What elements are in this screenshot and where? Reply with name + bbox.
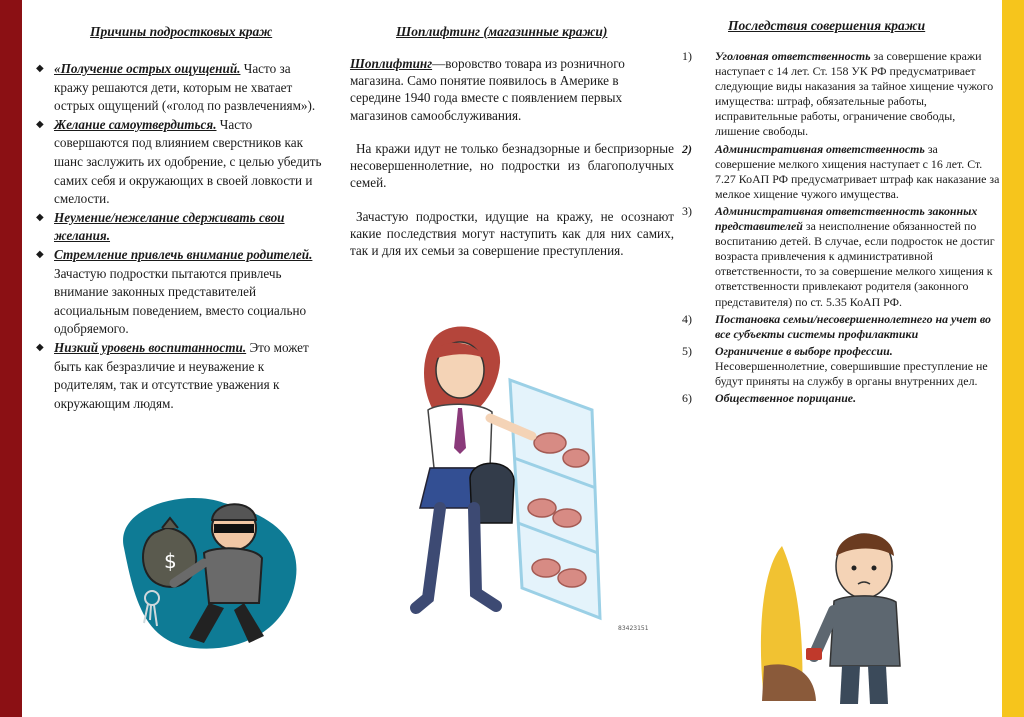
ashamed-boy-illustration: [754, 516, 974, 706]
consequences-title: Последствия совершения кражи: [728, 18, 926, 33]
column-reasons: [26, 0, 328, 717]
list-item: ◆ Неумение/нежелание сдерживать свои желания.: [36, 209, 285, 244]
column-consequences: [680, 0, 1002, 717]
diamond-bullet-icon: ◆: [36, 341, 44, 353]
reasons-list: [36, 60, 328, 413]
column-shoplifting: [342, 0, 682, 717]
list-item: 1) Уголовная ответственность за совершение кражи наступает с 14 лет. Ст. 158 УК РФ предусматривает следующие виды наказания за тайное хищение чужого имущества: штраф, обязательные работы, исправительные работы, ограничение свободы, лишение свободы.: [682, 49, 994, 139]
svg-text:$: $: [164, 549, 177, 573]
list-item: ◆ Желание самоутвердиться. Часто совершаются под влиянием сверстников как шанс заслужить их одобрение, с целью убедить самих себя и окружающих в своей ловкости и смелости.: [36, 116, 322, 207]
stock-id-label: 83423151: [618, 625, 649, 632]
right-border: [1002, 0, 1024, 717]
diamond-bullet-icon: ◆: [36, 118, 44, 130]
thief-illustration: [94, 488, 324, 658]
consequences-list: [680, 49, 1000, 406]
reasons-title: Причины подростковых краж: [90, 24, 273, 39]
shoplifting-title: Шоплифтинг (магазинные кражи): [396, 24, 608, 39]
diamond-bullet-icon: ◆: [36, 63, 44, 74]
diamond-bullet-icon: ◆: [36, 211, 44, 223]
paragraph-consequences: Зачастую подростки, идущие на кражу, не осознают какие последствия могут наступить как для них самих, так и для их семьи за совершение преступления.: [350, 209, 674, 259]
list-item: 5) Ограничение в выборе профессии. Несовершеннолетние, совершившие преступление не будут приняты на службу в органы внутренних дел.: [682, 343, 988, 388]
list-item: 4) Постановка семьи/несовершеннолетнего на учет во все субъекты системы профилактики: [682, 311, 991, 341]
list-item: 6) Общественное порицание.: [682, 391, 857, 406]
shoplifter-girl-illustration: [362, 318, 662, 634]
left-border: [0, 0, 22, 717]
list-item: 2) Административная ответственность за совершение мелкого хищения наступает с 16 лет. Ст. 7.27 КоАП РФ предусматривает штраф как наказание за мелкое хищение чужого имущества.: [682, 141, 1000, 201]
definition-paragraph: Шоплифтинг—воровство товара из розничного магазина. Само понятие появилось в Америке в середине 1940 года вместе с появлением первых магазинов самообслуживания.: [350, 56, 625, 123]
list-item: ◆ Стремление привлечь внимание родителей. Зачастую подростки пытаются привлечь внимание законных представителей асоциальным поведением, вместо социально одобряемого.: [36, 246, 313, 337]
list-item: ◆ «Получение острых ощущений. Часто за кражу решаются дети, которым не хватает острых ощущений («голод по развлечениям»).: [36, 61, 316, 114]
list-item: 3) Административная ответственность законных представителей за неисполнение обязанностей по воспитанию детей. В случае, если подросток не достиг возраста привлечения к административной ответственности, то за совершение мелкого хищения к ответственности привлекают родителя (законного представителя) по ст. 5.35 КоАП РФ.: [682, 203, 995, 309]
paragraph-who: На кражи идут не только безнадзорные и беспризорные несовершеннолетние, но подростки из благополучных семей.: [350, 141, 674, 191]
diamond-bullet-icon: ◆: [36, 248, 44, 260]
list-item: ◆ Низкий уровень воспитанности. Это может быть как безразличие и неуважение к родителям, так и отсутствие уважения к окружающим людям.: [36, 339, 309, 411]
